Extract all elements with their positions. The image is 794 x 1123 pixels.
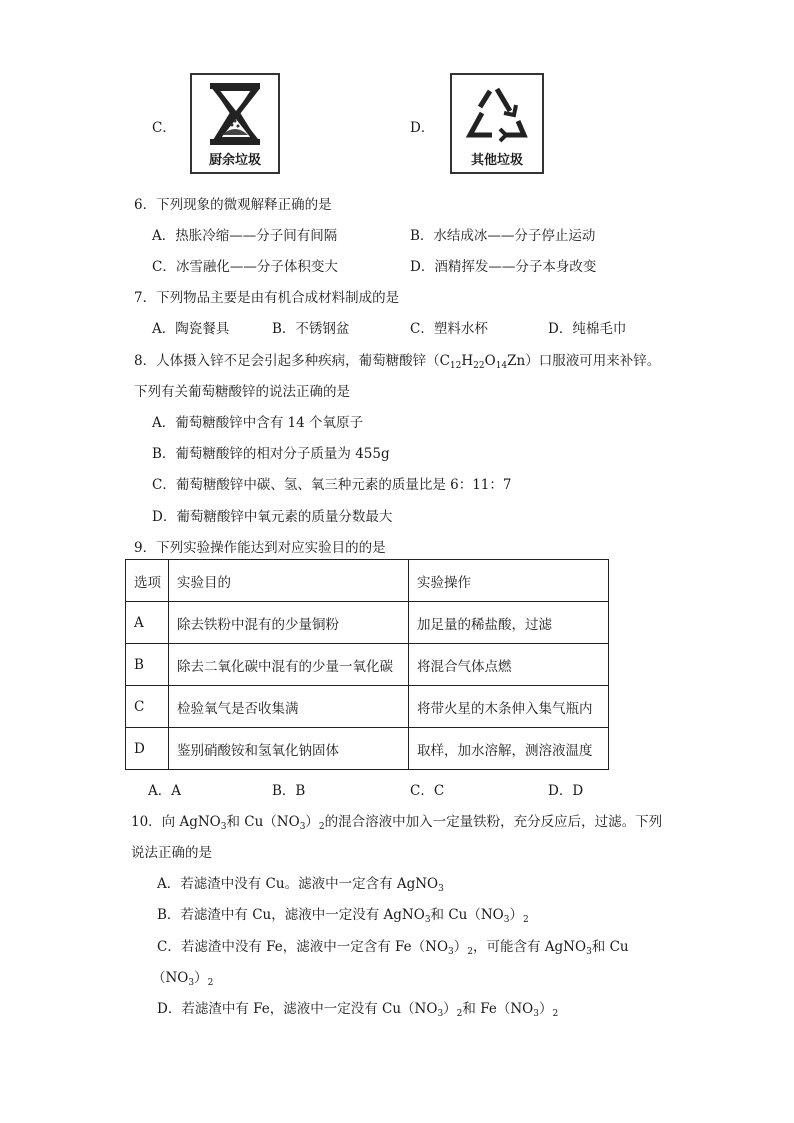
q10-text: （NO (152, 970, 189, 986)
q10-text: ） (194, 970, 208, 986)
formula-subscript: 12 (449, 361, 462, 371)
table-cell: D (126, 728, 169, 770)
formula-subscript: 3 (188, 978, 195, 988)
formula-element: H (461, 353, 474, 369)
formula-subscript: 3 (503, 915, 510, 925)
kitchen-waste-caption: 厨余垃圾 (208, 153, 261, 168)
table-cell: 加足量的稀盐酸，过滤 (409, 602, 609, 644)
q8-option-d: D．葡萄糖酸锌中氧元素的质量分数最大 (152, 509, 393, 525)
other-waste-sign (450, 73, 544, 174)
table-row (126, 686, 609, 728)
q10-stem-line1 (131, 810, 662, 832)
table-cell: 除去二氧化碳中混有的少量一氧化碳 (169, 644, 409, 686)
q10-text: ） (509, 907, 523, 923)
q10-option-b (157, 903, 529, 925)
formula-subscript: 14 (495, 361, 508, 371)
table-cell: 取样，加水溶解，测溶液温度 (409, 728, 609, 770)
q10-text: ） (305, 814, 319, 830)
q10-option-d (157, 997, 558, 1019)
formula-element: O (484, 353, 496, 369)
table-header-cell: 实验目的 (169, 560, 409, 602)
q10-text: A．若滤渣中没有 Cu。滤液中一定含有 AgNO (157, 876, 439, 892)
formula-subscript: 2 (522, 915, 529, 925)
table-header-cell: 选项 (126, 560, 169, 602)
formula-subscript: 2 (207, 978, 214, 988)
table-cell: 将混合气体点燃 (409, 644, 609, 686)
q9-option-a: A．A (148, 783, 181, 799)
q9-option-b: B．B (272, 783, 306, 799)
q10-option-c-cont (152, 966, 213, 988)
q10-text: B．若滤渣中有 Cu，滤液中一定没有 AgNO (157, 907, 425, 923)
formula-subscript: 3 (533, 1009, 539, 1019)
formula-subscript: 2 (467, 947, 473, 957)
q7-option-a: A．陶瓷餐具 (152, 321, 230, 337)
q10-text: 的混合溶液中加入一定量铁粉，充分反应后，过滤。下列 (324, 814, 663, 830)
q6-option-b: B．水结成冰——分子停止运动 (410, 228, 596, 244)
formula-subscript: 3 (438, 884, 444, 894)
q8-option-a: A．葡萄糖酸锌中含有 14 个氧原子 (152, 415, 364, 431)
q10-text: ） (443, 1001, 457, 1017)
q8-stem-line2: 下列有关葡萄糖酸锌的说法正确的是 (134, 384, 350, 400)
formula-subscript: 3 (437, 1009, 444, 1019)
formula-subscript: 2 (318, 822, 325, 832)
q10-text: C．若滤渣中没有 Fe，滤液中一定含有 Fe（NO (157, 939, 449, 955)
q10-text: 和 Cu（NO (226, 814, 300, 830)
table-row (126, 602, 609, 644)
formula-subscript: 3 (299, 822, 306, 832)
q8-stem-line1 (134, 349, 660, 371)
q10-stem-line2: 说法正确的是 (131, 845, 212, 861)
q10-option-a (157, 872, 444, 894)
q8-option-c: C．葡萄糖酸锌中碳、氢、氧三种元素的质量比是 6：11：7 (152, 477, 512, 493)
q6-option-d: D．酒精挥发——分子本身改变 (410, 259, 597, 275)
formula-subscript: 3 (448, 947, 454, 957)
table-header-cell: 实验操作 (409, 560, 609, 602)
recycle-triangle-icon (452, 77, 542, 153)
table-cell: B (126, 644, 169, 686)
q10-text: 和 Cu (591, 939, 629, 955)
q7-option-d: D．纯棉毛巾 (548, 321, 627, 337)
q8-stem-text: Zn）口服液可用来补锌。 (507, 353, 661, 369)
table-cell: 检验氧气是否收集满 (169, 686, 409, 728)
table-header-row (126, 560, 609, 602)
table-row (126, 728, 609, 770)
q10-option-c (157, 935, 629, 957)
option-c-letter: C． (152, 120, 176, 136)
formula-subscript: 3 (424, 915, 431, 925)
option-d-letter: D． (410, 120, 435, 136)
formula-subscript: 3 (220, 822, 227, 832)
table-cell: C (126, 686, 169, 728)
other-waste-caption: 其他垃圾 (470, 153, 523, 168)
q10-text: 和 Cu（NO (430, 907, 504, 923)
formula-subscript: 3 (586, 947, 592, 957)
q10-text: ，可能含有 AgNO (473, 939, 587, 955)
q9-stem: 9．下列实验操作能达到对应实验目的的是 (134, 540, 386, 556)
table-cell: 鉴别硝酸铵和氢氧化钠固体 (169, 728, 409, 770)
q10-text: 和 Fe（NO (462, 1001, 534, 1017)
q7-option-c: C．塑料水杯 (410, 321, 488, 337)
q9-table (125, 559, 609, 770)
table-cell: A (126, 602, 169, 644)
table-cell: 除去铁粉中混有的少量铜粉 (169, 602, 409, 644)
q6-option-a: A．热胀冷缩——分子间有间隔 (152, 228, 338, 244)
formula-subscript: 22 (473, 361, 485, 371)
q7-option-b: B．不锈钢盆 (272, 321, 350, 337)
q6-option-c: C．冰雪融化——分子体积变大 (152, 259, 338, 275)
kitchen-waste-hourglass-icon (192, 77, 278, 153)
q8-stem-text: 8．人体摄入锌不足会引起多种疾病，葡萄糖酸锌（C (134, 353, 450, 369)
formula-subscript: 2 (456, 1009, 463, 1019)
table-cell: 将带火星的木条伸入集气瓶内 (409, 686, 609, 728)
q9-option-c: C．C (410, 783, 445, 799)
q10-text: ） (453, 939, 468, 955)
q8-option-b: B．葡萄糖酸锌的相对分子质量为 455g (152, 446, 390, 462)
q7-stem: 7．下列物品主要是由有机合成材料制成的是 (134, 290, 400, 306)
q10-text: 10．向 AgNO (131, 814, 221, 830)
q10-text: D．若滤渣中有 Fe，滤液中一定没有 Cu（NO (157, 1001, 438, 1017)
kitchen-waste-sign (190, 73, 280, 174)
q9-option-d: D．D (548, 783, 584, 799)
table-row (126, 644, 609, 686)
q10-text: ） (538, 1001, 553, 1017)
formula-subscript: 2 (552, 1009, 559, 1019)
q6-stem: 6．下列现象的微观解释正确的是 (134, 197, 332, 213)
